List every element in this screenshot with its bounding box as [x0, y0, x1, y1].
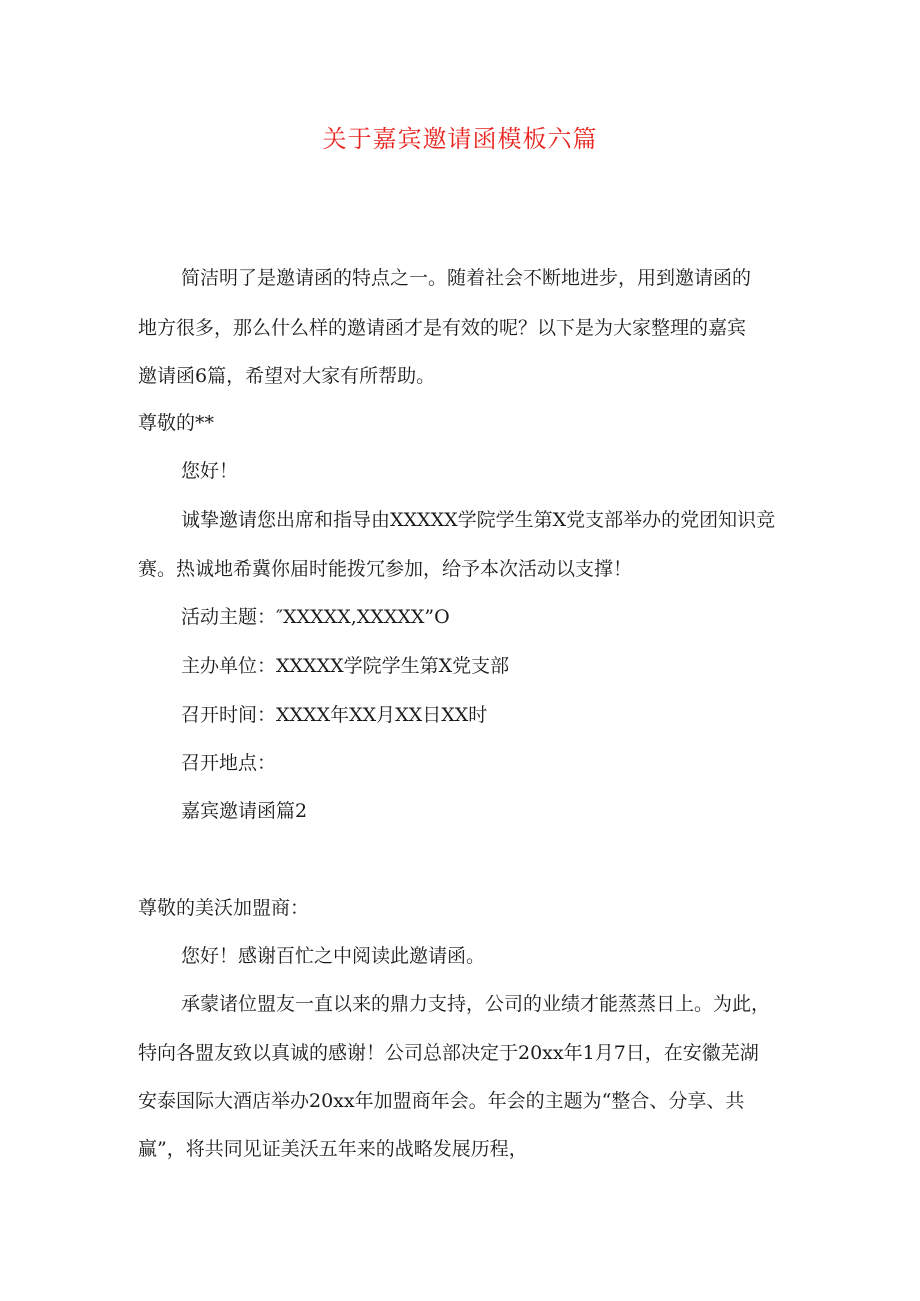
letter1-theme: 活动主题：″XXXXX,XXXXX”O	[181, 606, 450, 628]
letter1-greeting: 您好！	[181, 460, 239, 482]
intro-line-2: 地方很多，那么什么样的邀请函才是有效的呢？以下是为大家整理的嘉宾	[138, 317, 747, 339]
letter2-body-line-2: 特向各盟友致以真诚的感谢！公司总部决定于20xx年1月7日，在安徽芜湖	[138, 1042, 759, 1064]
letter1-body-line-2: 赛。热诚地希冀你届时能拨冗参加，给予本次活动以支撑！	[138, 558, 633, 580]
letter1-organizer: 主办单位：XXXXX学院学生第X党支部	[181, 655, 510, 677]
letter2-heading: 嘉宾邀请函篇2	[181, 800, 308, 822]
letter2-body-line-4: 赢”，将共同见证美沃五年来的战略发展历程，	[138, 1138, 528, 1160]
letter1-place: 召开地点：	[181, 752, 277, 774]
letter2-body-line-1: 承蒙诸位盟友一直以来的鼎力支持，公司的业绩才能蒸蒸日上。为此，	[181, 993, 771, 1015]
letter2-salutation: 尊敬的美沃加盟商：	[138, 897, 310, 919]
intro-line-3: 邀请函6篇，希望对大家有所帮助。	[138, 365, 436, 387]
letter2-body-line-3: 安泰国际大酒店举办20xx年加盟商年会。年会的主题为“整合、分享、共	[138, 1090, 745, 1112]
intro-line-1: 简洁明了是邀请函的特点之一。随着社会不断地进步，用到邀请函的	[181, 267, 752, 289]
letter1-body-line-1: 诚挚邀请您出席和指导由XXXXX学院学生第X党支部举办的党团知识竞	[181, 509, 776, 531]
letter1-salutation: 尊敬的**	[138, 412, 215, 434]
letter1-time: 召开时间：XXXX年XX月XX日XX时	[181, 704, 488, 726]
letter2-greeting: 您好！感谢百忙之中阅读此邀请函。	[181, 945, 486, 967]
document-title: 关于嘉宾邀请函模板六篇	[322, 125, 598, 153]
